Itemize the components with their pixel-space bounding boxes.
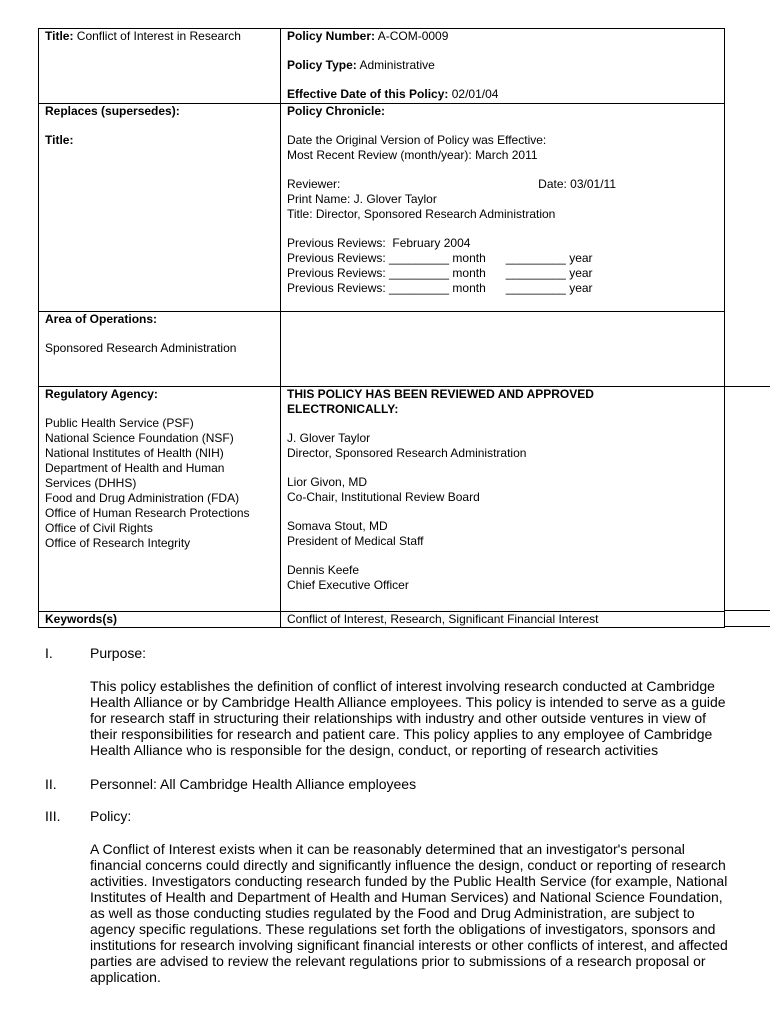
- section-number: I.: [45, 645, 53, 661]
- policy-header-table: [38, 28, 725, 628]
- policy-info-cell: [281, 29, 725, 104]
- policy-paragraph: A Conflict of Interest exists when it can be reasonably determined that an investigator's personal financial concerns could directly and significantly influence the design, conduct or reporting of research activities. Investigators conducting research funded by the Public Health Service (for example, National Institutes of Health and Department of Health and Human Services) and National Science Foundation, as well as those conducting studies regulated by the Food and Drug Administration, are subject to agency specific regulations. These regulations set forth the obligations of investigators, sponsors and institutions for research involving significant financial interests or other conflicts of interest, and affected parties are advised to review the relevant regulations prior to submissions of a research proposal or application.: [90, 841, 728, 985]
- previous-review-line: Previous Reviews: _________ month _________ year: [287, 266, 593, 280]
- policy-chronicle-cell: [281, 104, 725, 312]
- regulatory-agency: Office of Civil Rights: [45, 521, 153, 535]
- policy-number-label: Policy Number:: [287, 29, 376, 43]
- recent-review-text: Most Recent Review (month/year): March 2011: [287, 148, 538, 162]
- original-version-text: Date the Original Version of Policy was Effective:: [287, 133, 547, 147]
- section-number: II.: [45, 776, 57, 792]
- title-cell: [39, 29, 281, 104]
- area-cell: [39, 312, 281, 387]
- area-label: Area of Operations:: [45, 312, 158, 326]
- replaces-label: Replaces (supersedes):: [45, 104, 180, 118]
- replaces-cell: [39, 104, 281, 312]
- title-label: Title:: [45, 29, 74, 43]
- section-heading: Policy:: [90, 808, 132, 824]
- regulatory-label: Regulatory Agency:: [45, 387, 158, 401]
- approved-heading-line: THIS POLICY HAS BEEN REVIEWED AND APPROVED: [287, 387, 594, 401]
- section-heading: Personnel: All Cambridge Health Alliance employees: [90, 776, 417, 792]
- approver-title: Chief Executive Officer: [287, 578, 409, 592]
- approver-title: President of Medical Staff: [287, 534, 424, 548]
- keywords-value: Conflict of Interest, Research, Significant Financial Interest: [287, 612, 599, 626]
- reviewer-label: Reviewer:: [287, 177, 341, 191]
- regulatory-agency: Office of Research Integrity: [45, 536, 191, 550]
- keywords-label-cell: [39, 612, 281, 628]
- title-value: Conflict of Interest in Research: [76, 29, 241, 43]
- policy-type-value: Administrative: [359, 58, 435, 72]
- section-heading: Purpose:: [90, 645, 147, 661]
- approver-title: Director, Sponsored Research Administration: [287, 446, 527, 460]
- area-empty-cell: [281, 312, 725, 387]
- keywords-value-cell: [281, 612, 725, 628]
- regulatory-cell: [39, 387, 281, 612]
- regulatory-agency: Office of Human Research Protections: [45, 506, 250, 520]
- approver-name: Somava Stout, MD: [287, 519, 388, 533]
- regulatory-agency: Services (DHHS): [45, 476, 137, 490]
- table-extension-line: [724, 626, 770, 627]
- reviewer-title: Title: Director, Sponsored Research Administration: [287, 207, 556, 221]
- keywords-label: Keywords(s): [45, 612, 118, 626]
- table-extension-line: [724, 386, 770, 387]
- effective-date-label: Effective Date of this Policy:: [287, 87, 449, 101]
- previous-review-line: Previous Reviews: February 2004: [287, 236, 471, 250]
- table-extension-line: [724, 610, 770, 611]
- effective-date-value: 02/01/04: [451, 87, 499, 101]
- approver-name: Lior Givon, MD: [287, 475, 368, 489]
- chronicle-label: Policy Chronicle:: [287, 104, 386, 118]
- policy-number-value: A-COM-0009: [377, 29, 449, 43]
- print-name: Print Name: J. Glover Taylor: [287, 192, 437, 206]
- replaces-title-label: Title:: [45, 133, 74, 147]
- area-value: Sponsored Research Administration: [45, 341, 237, 355]
- section-number: III.: [45, 808, 61, 824]
- regulatory-agency: National Science Foundation (NSF): [45, 431, 234, 445]
- regulatory-agency: Food and Drug Administration (FDA): [45, 491, 240, 505]
- reviewer-date: Date: 03/01/11: [538, 177, 616, 191]
- regulatory-agency: Department of Health and Human: [45, 461, 225, 475]
- policy-type-label: Policy Type:: [287, 58, 357, 72]
- approver-title: Co-Chair, Institutional Review Board: [287, 490, 480, 504]
- approved-heading-line: ELECTRONICALLY:: [287, 402, 399, 416]
- approver-name: Dennis Keefe: [287, 563, 360, 577]
- approval-cell: [281, 387, 725, 612]
- regulatory-agency: National Institutes of Health (NIH): [45, 446, 224, 460]
- previous-review-line: Previous Reviews: _________ month _________ year: [287, 281, 593, 295]
- approver-name: J. Glover Taylor: [287, 431, 371, 445]
- regulatory-agency: Public Health Service (PSF): [45, 416, 194, 430]
- previous-review-line: Previous Reviews: _________ month _________ year: [287, 251, 593, 265]
- purpose-paragraph: This policy establishes the definition of conflict of interest involving research conducted at Cambridge Health Alliance or by Cambridge Health Alliance employees. This policy is intended to serve as a guide for research staff in structuring their relationships with industry and other outside ventures in view of their responsibilities for research and patient care. This policy applies to any employee of Cambridge Health Alliance who is responsible for the design, conduct, or reporting of research activities: [90, 678, 726, 758]
